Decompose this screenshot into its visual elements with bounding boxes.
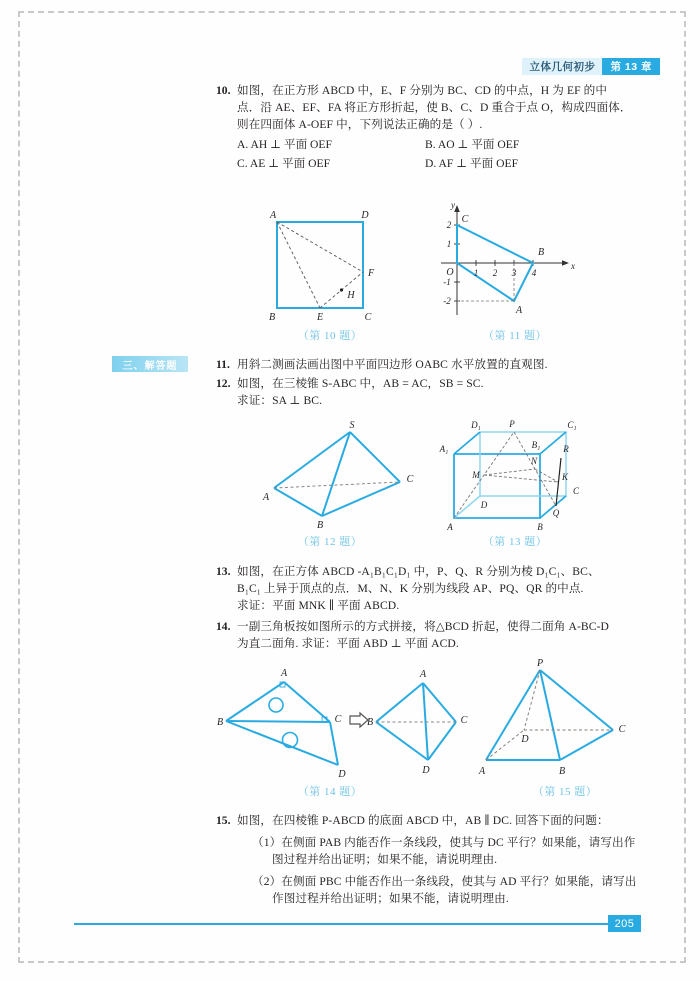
svg-text:A: A bbox=[269, 210, 277, 221]
svg-text:C: C bbox=[461, 214, 469, 225]
svg-text:B: B bbox=[558, 766, 566, 777]
question-13-number: 13. bbox=[216, 565, 231, 578]
question-13-line-1: 如图，在正方体 ABCD -A₁B₁C₁D₁ 中，P、Q、R 分别为棱 D₁C₁、BC、 bbox=[237, 565, 600, 578]
question-10-option-a[interactable]: A. AH ⊥ 平面 OEF bbox=[237, 138, 332, 151]
question-11-number: 11. bbox=[216, 358, 230, 371]
running-head-chapter: 第 13 章 bbox=[602, 58, 660, 75]
svg-text:B: B bbox=[537, 522, 543, 532]
question-10-option-c[interactable]: C. AE ⊥ 平面 OEF bbox=[237, 157, 331, 170]
svg-text:A₁: A₁ bbox=[439, 444, 449, 454]
svg-text:P: P bbox=[509, 419, 515, 429]
svg-text:-1: -1 bbox=[443, 277, 451, 287]
svg-text:C: C bbox=[406, 474, 414, 485]
figure-13-caption: （第 13 题） bbox=[482, 536, 548, 548]
svg-text:H: H bbox=[347, 290, 355, 301]
figure-12 bbox=[260, 420, 420, 530]
running-head-title: 立体几何初步 bbox=[522, 58, 602, 75]
footer-rule bbox=[74, 923, 608, 925]
svg-text:1: 1 bbox=[446, 239, 452, 249]
question-13-line-3: 求证：平面 MNK ∥ 平面 ABCD. bbox=[237, 599, 400, 612]
svg-text:D: D bbox=[521, 734, 529, 745]
svg-text:S: S bbox=[349, 420, 355, 431]
svg-text:N: N bbox=[530, 456, 538, 466]
svg-text:A: A bbox=[280, 668, 288, 679]
svg-text:4: 4 bbox=[531, 268, 537, 278]
svg-text:A: A bbox=[515, 305, 523, 316]
svg-text:D: D bbox=[338, 769, 346, 780]
svg-text:D: D bbox=[361, 210, 369, 221]
question-10-number: 10. bbox=[216, 84, 231, 97]
question-15-part-1-line-2: 图过程并给出证明；如果不能，请说明理由. bbox=[272, 853, 498, 866]
svg-text:E: E bbox=[316, 312, 324, 323]
figure-13 bbox=[428, 418, 598, 533]
figure-14-caption: （第 14 题） bbox=[297, 786, 363, 798]
question-15-number: 15. bbox=[216, 814, 231, 827]
question-10-line-3: 则在四面体 A-OEF 中，下列说法正确的是（ ）. bbox=[237, 118, 483, 131]
svg-text:Q: Q bbox=[552, 508, 560, 518]
running-head bbox=[522, 58, 660, 75]
question-12-number: 12. bbox=[216, 377, 231, 390]
question-14-line-2: 为直二面角. 求证：平面 ABD ⊥ 平面 ACD. bbox=[237, 637, 459, 650]
figure-12-caption: （第 12 题） bbox=[297, 536, 363, 548]
svg-text:3: 3 bbox=[511, 268, 517, 278]
question-10-option-d[interactable]: D. AF ⊥ 平面 OEF bbox=[425, 157, 519, 170]
section-badge-short-answer: 三、解答题 bbox=[112, 356, 188, 372]
svg-text:B: B bbox=[537, 247, 545, 258]
svg-text:y: y bbox=[451, 200, 455, 210]
svg-text:A: A bbox=[447, 522, 453, 532]
figure-11-caption: （第 11 题） bbox=[482, 330, 548, 342]
svg-text:C: C bbox=[618, 724, 626, 735]
svg-text:C₁: C₁ bbox=[567, 420, 577, 430]
svg-text:D: D bbox=[422, 765, 430, 776]
svg-text:B: B bbox=[366, 717, 374, 728]
svg-text:A: A bbox=[478, 766, 486, 777]
svg-text:C: C bbox=[572, 486, 580, 496]
svg-text:A: A bbox=[262, 492, 270, 503]
svg-text:C: C bbox=[460, 715, 468, 726]
question-12-line-2: 求证：SA ⊥ BC. bbox=[237, 394, 323, 407]
question-11-line-1: 用斜二测画法画出图中平面四边形 OABC 水平放置的直观图. bbox=[237, 358, 548, 371]
svg-text:1: 1 bbox=[473, 268, 479, 278]
page-number: 205 bbox=[608, 915, 641, 932]
svg-text:P: P bbox=[536, 658, 544, 669]
svg-text:D: D bbox=[480, 500, 488, 510]
question-15-part-1-line-1: （1）在侧面 PAB 内能否作一条线段，使其与 DC 平行？如果能，请写出作 bbox=[252, 836, 636, 849]
question-13-line-2: B₁C₁ 上异于顶点的点．M、N、K 分别为线段 AP、PQ、QR 的中点. bbox=[237, 582, 584, 595]
svg-text:2: 2 bbox=[492, 268, 498, 278]
figure-10-caption: （第 10 题） bbox=[297, 330, 363, 342]
svg-text:C: C bbox=[364, 312, 372, 323]
figure-15-caption: （第 15 题） bbox=[532, 786, 598, 798]
svg-text:C: C bbox=[334, 714, 342, 725]
svg-text:K: K bbox=[561, 472, 569, 482]
figure-14 bbox=[216, 665, 468, 780]
figure-15 bbox=[478, 660, 633, 780]
question-10-line-2: 点．沿 AE、EF、FA 将正方形折起，使 B、C、D 重合于点 O，构成四面体． bbox=[237, 101, 632, 114]
svg-text:R: R bbox=[563, 444, 569, 454]
svg-text:A: A bbox=[419, 669, 427, 680]
svg-text:D₁: D₁ bbox=[471, 420, 481, 430]
question-15-part-2-line-1: （2）在侧面 PBC 中能否作出一条线段，使其与 AD 平行？如果能，请写出 bbox=[252, 875, 637, 888]
svg-text:B: B bbox=[216, 717, 224, 728]
svg-text:O: O bbox=[446, 267, 454, 278]
question-10-line-1: 如图，在正方形 ABCD 中，E、F 分别为 BC、CD 的中点，H 为 EF 的中 bbox=[237, 84, 608, 97]
svg-text:B: B bbox=[316, 520, 324, 531]
svg-text:M: M bbox=[472, 470, 480, 480]
question-12-line-1: 如图，在三棱锥 S-ABC 中，AB = AC，SB = SC. bbox=[237, 377, 484, 390]
svg-text:B₁: B₁ bbox=[531, 440, 541, 450]
question-14-number: 14. bbox=[216, 620, 231, 633]
question-15-part-2-line-2: 作图过程并给出证明；如果不能，请说明理由. bbox=[272, 892, 509, 905]
svg-text:2: 2 bbox=[446, 220, 452, 230]
question-10-option-b[interactable]: B. AO ⊥ 平面 OEF bbox=[425, 138, 520, 151]
question-15-line-1: 如图，在四棱锥 P-ABCD 的底面 ABCD 中，AB ∥ DC. 回答下面的问题： bbox=[237, 814, 609, 827]
svg-text:-2: -2 bbox=[443, 296, 451, 306]
svg-text:F: F bbox=[367, 268, 375, 279]
figure-10 bbox=[265, 210, 395, 323]
question-14-line-1: 一副三角板按如图所示的方式拼接，将△BCD 折起，使得二面角 A-BC-D bbox=[237, 620, 610, 633]
svg-text:B: B bbox=[268, 312, 276, 323]
svg-text:x: x bbox=[571, 261, 575, 271]
figure-11 bbox=[437, 200, 587, 323]
